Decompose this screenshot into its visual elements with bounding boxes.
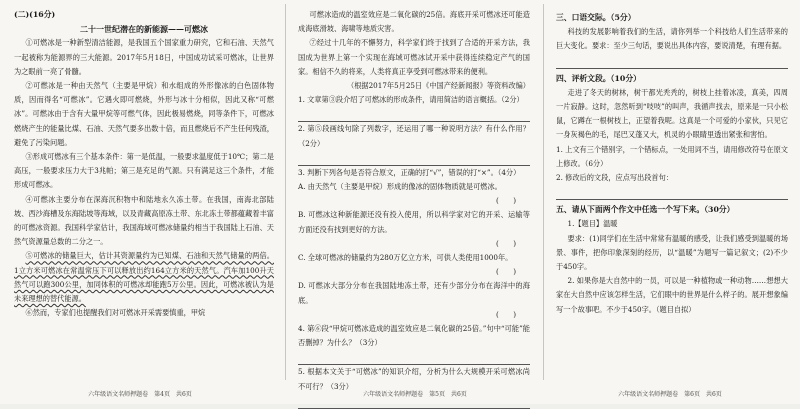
answer-line[interactable] — [298, 351, 530, 365]
section-3-text: 科技的发展影响着我们的生活，请你列举一个科技给人们生活带来的巨大变化。要求：至少三句话，要说出具体内容，要说清楚，有理有据。 — [556, 27, 788, 51]
judge-bracket[interactable]: ( ) — [496, 267, 516, 277]
passage-title: 二十一世纪潜在的新能源——可燃冰 — [80, 24, 208, 35]
paragraph-5: ⑤可燃冰的储量巨大，估计其资源量约为已知煤、石油和天然气储量的两倍。1立方米可燃冰在常温常压下可以释放出约164立方米的天然气。汽车加100升天然气可以跑300公里，加同体积的可燃冰却能跑5万公里。因此，可燃冰被认为是未来理想的替代能源。 — [14, 251, 274, 304]
section-4-q1: 1. 上文有三个错别字，一个错标点，一处用词不当，请用修改符号在原文上修改。（6分） — [556, 144, 788, 168]
paragraph-4: ④可燃冰主要分布在深海沉积物中和陆地永久冻土带。在我国，南海北部陆坡、西沙海槽及东海陆坡等海域，以及青藏高原冻土带、东北冻土带都蕴藏着丰富的可燃冰资源。我国科学家估计，我国海域可燃冰储量约相当于我国陆上石油、天然气资源量总数的二分之一。 — [14, 194, 274, 247]
judge-bracket[interactable]: ( ) — [496, 238, 516, 248]
page-5-column — [298, 8, 530, 391]
essay-topic-1: 1.【题目】温暖 — [567, 219, 618, 229]
paragraph-6: ⑥然而，专家们也提醒我们对可燃冰开采需要慎重，甲烷 — [25, 308, 206, 318]
column-divider — [543, 4, 544, 380]
paragraph-7: ⑦经过十几年的不懈努力，科学家们终于找到了合适的开采方法，我国成为世界上第一个实现在海域可燃冰试开采中获得连续稳定产气的国家。相信不久的将来，人类将真正享受到可燃冰带来的便利。 — [298, 38, 530, 76]
footer-page-4: 六年级语文名师押题卷 第4页 共6页 — [88, 391, 192, 398]
statement-d: D. 可燃冰大部分分布在我国陆地冻土带，还有少部分分布在海洋中的海底。 — [298, 281, 530, 305]
question-5: 5. 根据本文关于“可燃冰”的知识介绍，分析为什么大规模开采可燃冰尚不可行？（3分） — [298, 367, 530, 391]
page-4-column — [14, 8, 274, 380]
section-4-title: 四、评析文段。（10分） — [556, 73, 641, 83]
section-3-title: 三、口语交际。（5分） — [556, 13, 636, 22]
question-4: 4. 第⑥段“甲烷可燃冰造成的温室效应是二氧化碳的25倍。”句中“可能”能否删掉？为什么？（3分） — [298, 324, 530, 348]
paragraph-6-cont: 可燃冰造成的温室效应是二氧化碳的25倍。海底开采可燃冰还可能造成海底滑坡、海啸等地质灾害。 — [298, 10, 530, 34]
essay-topic-1-requirements: 要求：(1)同学们在生活中常常有温暖的感受，让我们感受到温暖的场景、事件，把你印象深刻的经历，以“温暖”为题写一篇记叙文；(2)不少于450字。 — [556, 233, 788, 272]
question-1: 1. 文章第③段介绍了可燃冰的形成条件，请用简洁的语言概括。（2分） — [298, 95, 524, 105]
statement-a: A. 由天然气（主要是甲烷）形成的像冰的固体物质就是可燃冰。 — [298, 182, 502, 192]
footer-page-6: 六年级语文名师押题卷 第6页 共6页 — [618, 391, 722, 398]
judge-bracket[interactable]: ( ) — [496, 196, 516, 206]
judge-bracket[interactable]: ( ) — [496, 309, 516, 319]
statement-b: B. 可燃冰这种新能源还没有投入使用，所以科学家对它的开采、运输等方面还没有找到更好的方法。 — [298, 210, 530, 234]
paragraph-1: ①可燃冰是一种新型清洁能源，是我国五个国家重力研究，它和石油、天然气一起被称为能源界的三大能源。2017年5月18日，中国成功试采可燃冰，让世界为之眼前一亮了骨髓。 — [14, 38, 274, 76]
section-4-q2: 2. 修改后的文段，应点写出段首句： — [556, 173, 673, 183]
column-divider — [285, 4, 286, 380]
section-header: (二)(16分) — [14, 10, 56, 19]
answer-line[interactable] — [298, 152, 530, 166]
statement-c: C. 全球可燃冰的储量约为280万亿立方米，可供人类使用1000年。 — [298, 253, 513, 263]
question-2: 2. 第⑤段画线句除了列数字，还运用了哪一种说明方法？有什么作用？（2分） — [298, 124, 530, 148]
answer-line[interactable] — [556, 55, 788, 69]
page-6-column — [556, 8, 788, 380]
paragraph-2: ②可燃冰是一种由天然气（主要是甲烷）和水组成的外形像冰的白色固体物质，因而得名“可燃冰”。它遇火即可燃烧，外形与冰十分相似，因此又称“可燃冰”。可燃冰由于含有大量甲烷等可燃气体，因此极易燃烧，同等条件下，可燃冰燃烧产生的能量比煤、石油、天然气要多出数十倍，而且燃烧后不产生任何残渣，避免了污染问题。 — [14, 81, 274, 147]
source-note: （根据2017年5月25日《中国产经新闻报》等资料改编） — [347, 81, 530, 91]
section-5-title: 五、请从下面两个作文中任选一个写下来。（30分） — [556, 205, 735, 215]
answer-line[interactable] — [556, 186, 788, 200]
essay-topic-2: 2. 如果你是大自然中的一员，可以是一种植物或一种动物……想想大家在大自然中应该怎样生活，它们眼中的世界是什么样子的。展开想象编写一个故事吧。不少于450字。（题目自拟） — [556, 276, 788, 314]
footer-page-5: 六年级语文名师押题卷 第5页 共6页 — [363, 391, 467, 398]
answer-line[interactable] — [298, 108, 530, 122]
paragraph-3: ③形成可燃冰有三个基本条件：第一是低温，一般要求温度低于10℃；第二是高压，一般要求压力大于3兆帕；第三是充足的气源。只有满足这三个条件，才能形成可燃冰。 — [14, 152, 274, 190]
section-4-passage: 走进了冬天的树林，树干都光秃秃的，树枝上挂着冰凌，真美，四周一片寂静。这时，忽然听到“吱吱”的叫声，我循声找去，原来是一只小松鼠，它蹲在一根树枝上，正望着我呢。这真是一个可爱的小家伙，只见它一身灰褐色的毛，尾巴又蓬又大，机灵的小眼睛里透出紧张和害怕。 — [556, 87, 788, 140]
question-3: 3. 判断下列各句是否符合原文，正确的打“√”，错误的打“×”。（4分） — [298, 167, 521, 177]
